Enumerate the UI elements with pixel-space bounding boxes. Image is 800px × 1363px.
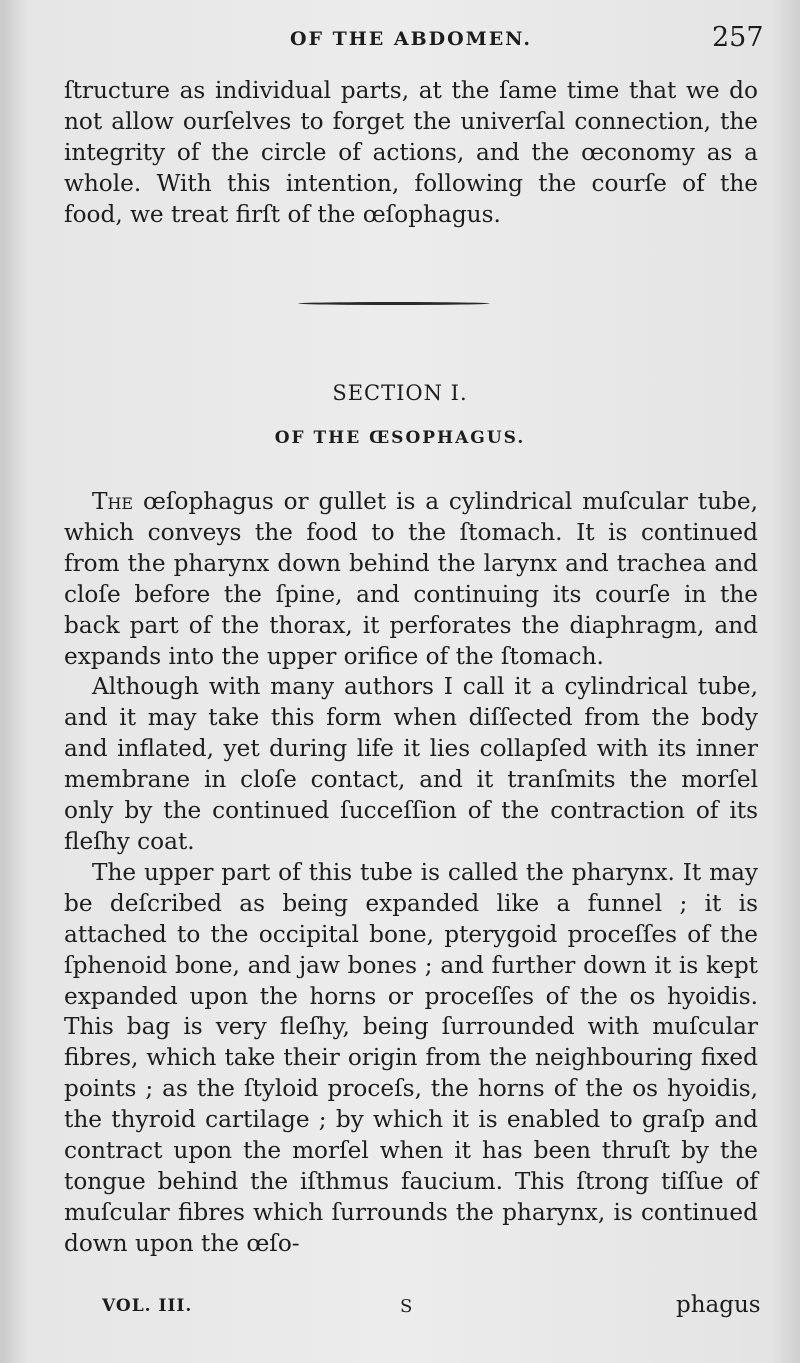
running-head <box>0 22 800 62</box>
opening-paragraph-block <box>64 76 758 231</box>
section-divider-rule <box>298 302 490 305</box>
footer-signature-mark: S <box>400 1296 413 1317</box>
paragraph-cylindrical-tube <box>64 672 758 857</box>
running-head-title: OF THE ABDOMEN. <box>290 28 532 50</box>
paragraph-first-word: The <box>92 488 134 515</box>
paragraph-pharynx <box>64 858 758 1260</box>
page-footer <box>0 1292 800 1328</box>
section-title: SECTION I. <box>332 381 468 405</box>
section-subtitle: OF THE ŒSOPHAGUS. <box>274 428 526 448</box>
page-number: 257 <box>712 22 764 53</box>
opening-paragraph: ſtructure as individual parts, at the ſame time that we do not allow ourſelves to forget the univerſal connection, the integrity of the circle of actions, and the œconomy as a whole. With this intention, following the courſe of the food, we treat firſt of the œſophagus. <box>64 77 758 228</box>
paragraph-text: Although with many authors I call it a cylindrical tube, and it may take this form when diſſected from the body and inflated, yet during life it lies collapſed with its inner membrane in cloſe contact, and it tranſmits the morſel only by the continued ſucceſſion of the contraction of its fleſhy coat. <box>64 673 758 855</box>
footer-volume: VOL. III. <box>102 1296 193 1316</box>
paragraph-text: œſophagus or gullet is a cylindrical muſcular tube, which conveys the food to the ſtomach. It is continued from the pharynx down behind the larynx and trachea and cloſe before the ſpine, and continuing its courſe in the back part of the thorax, it perforates the diaphragm, and expands into the upper orifice of the ſtomach. <box>64 488 758 670</box>
paragraph-oesophagus-definition <box>64 487 758 672</box>
footer-catchword: phagus <box>676 1292 761 1318</box>
section-body <box>64 487 758 1260</box>
paragraph-text: The upper part of this tube is called the pharynx. It may be deſcribed as being expanded like a funnel ; it is attached to the occipital bone, pterygoid proceſſes of the ſphenoid bone, and jaw bones ; and further down it is kept expanded upon the horns or proceſſes of the os hyoidis. This bag is very fleſhy, being ſurrounded with muſcular fibres, which take their origin from the neighbouring fixed points ; as the ſtyloid proceſs, the horns of the os hyoidis, the thyroid cartilage ; by which it is enabled to graſp and contract upon the morſel when it has been thruſt by the tongue behind the iſthmus faucium. This ſtrong tiſſue of muſcular fibres which ſurrounds the pharynx, is continued down upon the œſo- <box>64 858 758 1257</box>
